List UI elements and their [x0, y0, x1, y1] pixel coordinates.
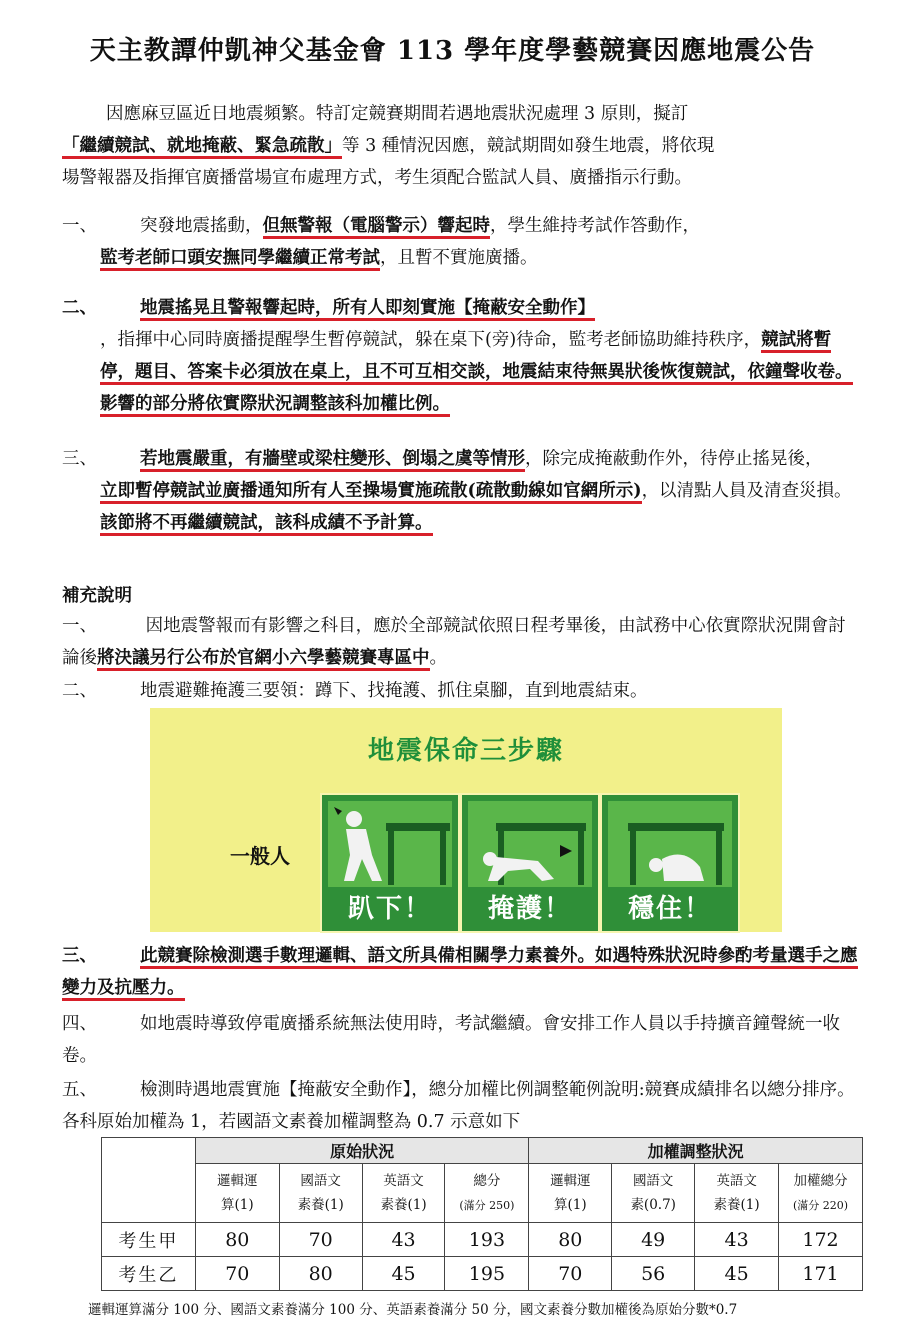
- step-caption: 穩住！: [627, 894, 712, 924]
- item-text: 因地震警報而有影響之科目，應於全部競試依照日程考畢後，由試務中心依實際狀況開會討論後: [62, 616, 846, 668]
- item-highlight: 但無警報（電腦警示）響起時: [263, 216, 491, 239]
- item-number: 一、: [62, 216, 97, 236]
- supplement-item-1: [62, 610, 862, 674]
- rule-item-1: [62, 210, 862, 274]
- column-header: 加權總分 (滿分 220): [779, 1164, 863, 1223]
- group-weighted: 加權調整狀況: [529, 1138, 863, 1164]
- rule-item-3: [62, 443, 862, 539]
- supplement-title: 補充說明: [62, 586, 132, 606]
- table-cell: 172: [779, 1223, 863, 1257]
- table-cell: 43: [362, 1223, 445, 1257]
- column-header: 邏輯運 算(1): [529, 1164, 612, 1223]
- item-number: 四、: [62, 1014, 97, 1034]
- item-text: 如地震時導致停電廣播系統無法使用時，考試繼續。會安排工作人員以手持擴音鐘聲統一收卷。: [62, 1014, 840, 1066]
- intro-line-1: 因應麻豆區近日地震頻繁。特訂定競賽期間若遇地震狀況處理 3 原則，擬訂: [106, 104, 689, 124]
- item-number: 三、: [62, 946, 97, 966]
- column-header: 國語文 素養(1): [279, 1164, 362, 1223]
- table-cell: 193: [445, 1223, 529, 1257]
- item-highlight: 監考老師口頭安撫同學繼續正常考試: [100, 248, 380, 271]
- step-caption: 趴下！: [347, 894, 432, 924]
- item-text: 。: [429, 648, 447, 668]
- intro-line-3: 場警報器及指揮官廣播當場宣布處理方式，考生須配合監試人員、廣播指示行動。: [62, 168, 692, 188]
- item-text: 突發地震搖動，: [140, 216, 263, 236]
- table-footnote: 邏輯運算滿分 100 分、國語文素養滿分 100 分、英語素養滿分 50 分，國文素養分數加權後為原始分數*0.7: [88, 1302, 738, 1318]
- item-number: 二、: [62, 298, 97, 318]
- table-cell: 43: [695, 1223, 779, 1257]
- intro-line-2-rest: 等 3 種情況因應，競試期間如發生地震，將依現: [342, 136, 715, 156]
- page-title: 天主教譚仲凱神父基金會 113 學年度學藝競賽因應地震公告: [89, 36, 816, 66]
- intro-line-2: [62, 130, 862, 162]
- table-cell: 45: [695, 1257, 779, 1291]
- step-panel-drop: [320, 793, 460, 933]
- table-group-header: [102, 1138, 863, 1164]
- table-cell: 171: [779, 1257, 863, 1291]
- item-number: 三、: [62, 449, 97, 469]
- step-caption: 掩護！: [487, 894, 572, 924]
- infographic-title: 地震保命三步驟: [367, 736, 564, 766]
- cover-illustration-icon: [468, 801, 592, 887]
- earthquake-safety-infographic: [150, 708, 782, 932]
- table-cell: 80: [195, 1223, 279, 1257]
- infographic-label: 一般人: [230, 844, 290, 868]
- item-number: 二、: [62, 681, 97, 701]
- row-name: 考生乙: [102, 1257, 196, 1291]
- supplement-item-5: [62, 1074, 862, 1138]
- column-header: 英語文 素養(1): [362, 1164, 445, 1223]
- supplement-item-3: [62, 940, 862, 1004]
- item-text: ，指揮中心同時廣播提醒學生暫停競試，躲在桌下(旁)待命，監考老師協助維持秩序，: [100, 330, 762, 350]
- item-highlight: 立即暫停競試並廣播通知所有人至操場實施疏散(疏散動線如官網所示): [100, 481, 642, 504]
- table-cell: 195: [445, 1257, 529, 1291]
- item-highlight: 此競賽除檢測選手數理邏輯、語文所具備相關學力素養外。如遇特殊狀況時參酌考量選手之應變力及抗壓力。: [62, 946, 858, 1001]
- table-cell: 49: [612, 1223, 695, 1257]
- column-header: 國語文 素(0.7): [612, 1164, 695, 1223]
- step-panel-cover: [460, 793, 600, 933]
- table-cell: 80: [529, 1223, 612, 1257]
- item-text: 地震避難掩護三要領：蹲下、找掩護、抓住桌腳，直到地震結束。: [140, 681, 648, 701]
- step-panel-hold: [600, 793, 740, 933]
- table-cell: 70: [195, 1257, 279, 1291]
- table-column-headers: [102, 1164, 863, 1223]
- supplement-item-4: [62, 1008, 862, 1072]
- item-highlight: 若地震嚴重，有牆壁或梁柱變形、倒塌之虞等情形: [140, 449, 525, 472]
- item-highlight: 競試將暫停，題目、答案卡必須放在桌上，且不可互相交談，地震結束待無異狀後恢復競試，依鐘聲收卷。影響的部分將依實際狀況調整該科加權比例。: [100, 330, 853, 417]
- item-text: 檢測時遇地震實施【掩蔽安全動作】，總分加權比例調整範例說明:競賽成績排名以總分排序。各科原始加權為 1，若國語文素養加權調整為 0.7 示意如下: [62, 1080, 855, 1132]
- item-text: ，除完成掩蔽動作外，待停止搖晃後，: [525, 449, 823, 469]
- table-cell: 56: [612, 1257, 695, 1291]
- table-cell: 70: [529, 1257, 612, 1291]
- table-row: [102, 1257, 863, 1291]
- intro-highlight: 「繼續競試、就地掩蔽、緊急疏散」: [62, 136, 342, 159]
- table-cell: 70: [279, 1223, 362, 1257]
- item-text: ，以清點人員及清查災損。: [641, 481, 852, 501]
- item-text: ，學生維持考試作答動作，: [490, 216, 700, 236]
- item-highlight: 該節將不再繼續競試，該科成績不予計算。: [100, 513, 433, 536]
- intro-paragraph: [62, 98, 862, 194]
- column-header: 英語文 素養(1): [695, 1164, 779, 1223]
- table-row: [102, 1223, 863, 1257]
- item-number: 五、: [62, 1080, 97, 1100]
- table-corner-cell: [102, 1138, 196, 1223]
- supplement-item-2: [62, 675, 862, 707]
- column-header: 總分 (滿分 250): [445, 1164, 529, 1223]
- hold-illustration-icon: [608, 801, 732, 887]
- item-highlight: 將決議另行公布於官網小六學藝競賽專區中: [97, 648, 430, 671]
- table-cell: 80: [279, 1257, 362, 1291]
- row-name: 考生甲: [102, 1223, 196, 1257]
- weighting-example-table: [101, 1137, 863, 1291]
- table-cell: 45: [362, 1257, 445, 1291]
- drop-illustration-icon: [328, 801, 452, 887]
- item-highlight: 地震搖晃且警報響起時，所有人即刻實施【掩蔽安全動作】: [140, 298, 595, 321]
- item-number: 一、: [62, 616, 97, 636]
- group-original: 原始狀況: [195, 1138, 529, 1164]
- column-header: 邏輯運 算(1): [195, 1164, 279, 1223]
- rule-item-2: [62, 292, 862, 420]
- item-text: ，且暫不實施廣播。: [380, 248, 538, 268]
